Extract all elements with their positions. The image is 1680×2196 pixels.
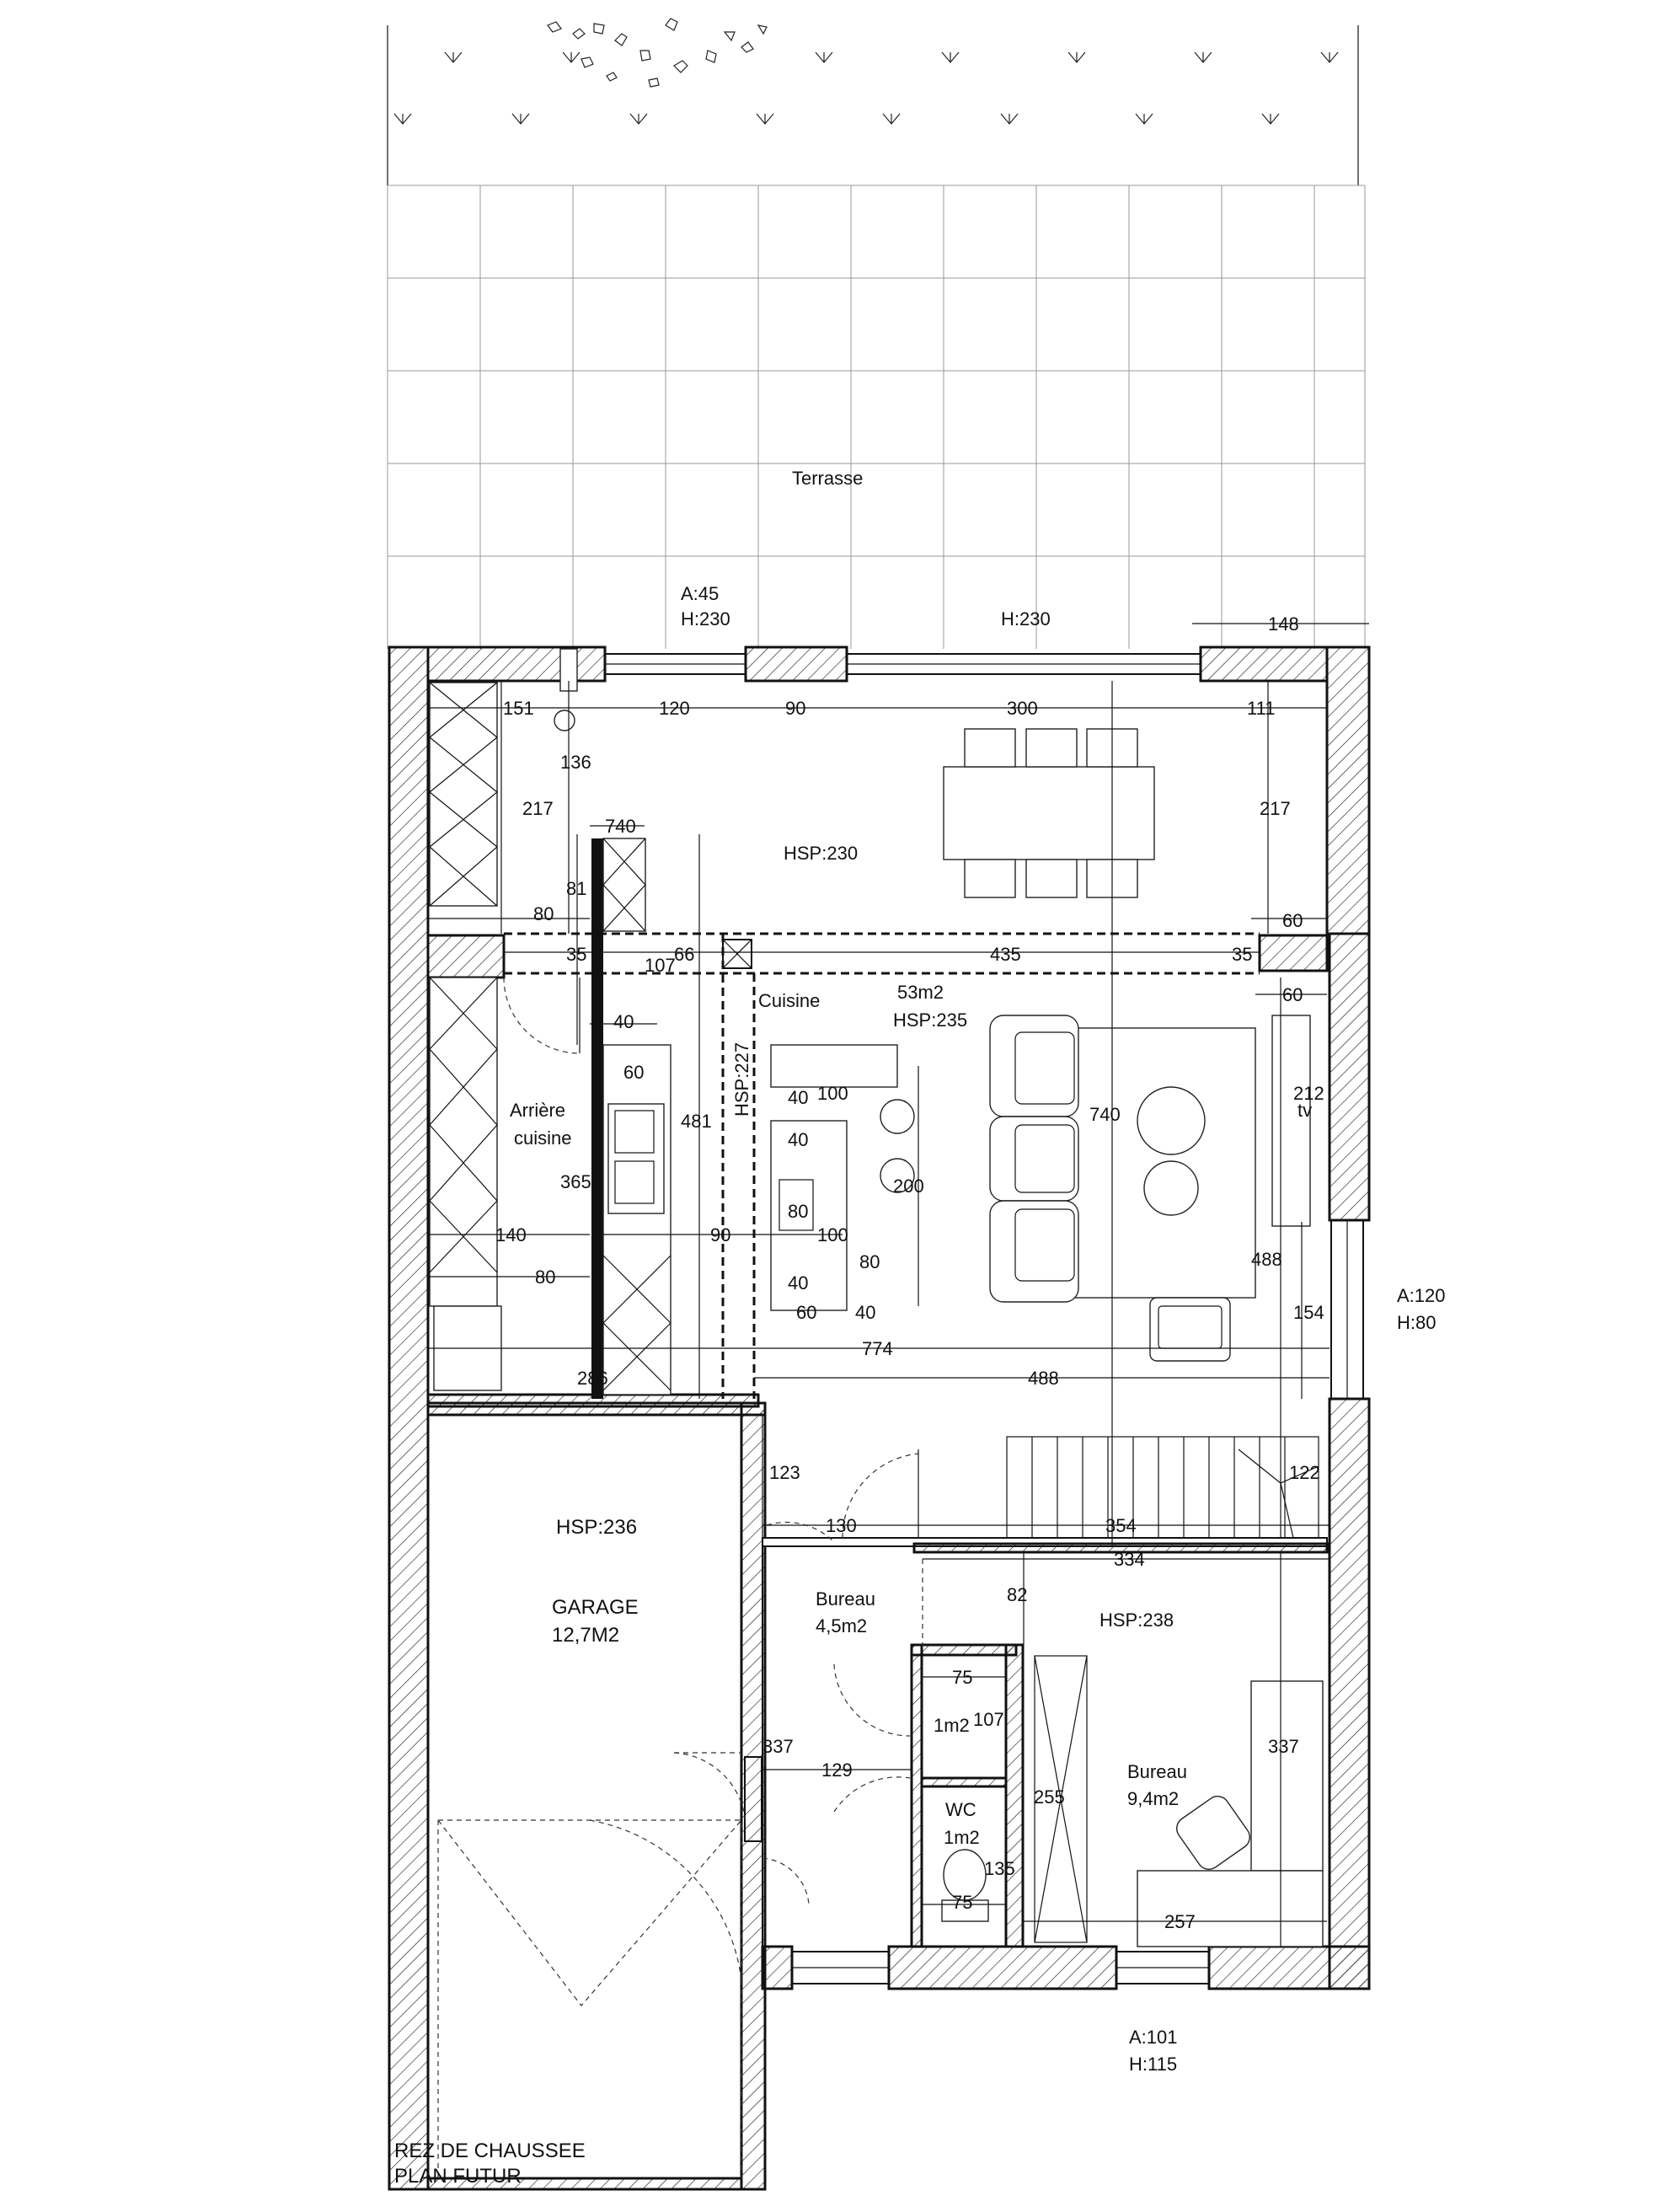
dim-label: 740 bbox=[1089, 1104, 1121, 1125]
living-hsp-label: HSP:230 bbox=[784, 843, 859, 864]
dim-label: 481 bbox=[681, 1111, 712, 1132]
stairs bbox=[1007, 1437, 1319, 1538]
wc-label: WC bbox=[945, 1799, 976, 1820]
door-swings bbox=[438, 977, 923, 2178]
dim-label: 123 bbox=[769, 1462, 800, 1483]
window-a101-label: A:101 bbox=[1129, 2027, 1178, 2048]
dim-label: 217 bbox=[522, 798, 554, 819]
tv-label: tv bbox=[1297, 1100, 1313, 1121]
dim-label: 40 bbox=[788, 1087, 809, 1108]
dim-label: 90 bbox=[785, 698, 806, 719]
dim-label: 148 bbox=[1268, 613, 1299, 635]
dim-label: 90 bbox=[710, 1224, 731, 1245]
bureau2-label: Bureau bbox=[1127, 1761, 1187, 1782]
wc-area-label: 1m2 bbox=[944, 1827, 980, 1848]
dim-label: 80 bbox=[859, 1251, 880, 1272]
dim-label: 774 bbox=[862, 1338, 893, 1359]
window-a120-label: A:120 bbox=[1397, 1285, 1446, 1306]
living-hsp2-label: HSP:235 bbox=[893, 1010, 968, 1031]
dim-label: 140 bbox=[495, 1224, 527, 1245]
garage-label: GARAGE bbox=[552, 1596, 639, 1619]
dim-label: 82 bbox=[1007, 1584, 1028, 1605]
dim-label: 488 bbox=[1028, 1368, 1059, 1389]
dim-label: 60 bbox=[1282, 984, 1303, 1005]
dim-label: 151 bbox=[503, 698, 534, 719]
dim-label: 120 bbox=[659, 698, 690, 719]
dim-label: 337 bbox=[1268, 1736, 1299, 1757]
dim-label: 80 bbox=[788, 1201, 809, 1222]
window-h230-label-a: H:230 bbox=[681, 608, 730, 629]
dim-label: 80 bbox=[533, 903, 554, 924]
dim-label: 60 bbox=[1282, 910, 1303, 931]
dim-label: 488 bbox=[1251, 1249, 1282, 1270]
dim-label: 80 bbox=[535, 1267, 556, 1288]
dim-label: 129 bbox=[821, 1759, 853, 1781]
dim-label: 75 bbox=[952, 1892, 973, 1913]
dim-label: 100 bbox=[817, 1083, 848, 1104]
dining-table bbox=[944, 729, 1154, 897]
dim-label: 286 bbox=[577, 1368, 608, 1389]
drawing-title-line1: REZ DE CHAUSSEE bbox=[394, 2140, 586, 2162]
dim-label: 35 bbox=[1232, 944, 1253, 965]
hsp-227-label: HSP:227 bbox=[731, 1042, 752, 1117]
dim-label: 35 bbox=[566, 944, 587, 965]
window-a45-label: A:45 bbox=[681, 583, 720, 604]
dim-label: 60 bbox=[796, 1302, 817, 1323]
gravel-stones bbox=[548, 19, 767, 87]
dim-label: 107 bbox=[973, 1709, 1004, 1730]
dim-label: 40 bbox=[855, 1302, 876, 1323]
kitchen-counter bbox=[603, 838, 671, 1395]
garage-hsp-label: HSP:236 bbox=[556, 1516, 638, 1539]
garage-area-label: 12,7M2 bbox=[552, 1624, 620, 1647]
dim-label: 255 bbox=[1034, 1786, 1065, 1808]
dim-label: 354 bbox=[1105, 1515, 1137, 1536]
left-cabinets bbox=[430, 683, 501, 1390]
arriere-label-1: Arrière bbox=[510, 1100, 566, 1121]
exterior-walls bbox=[389, 647, 1369, 2189]
window-h115-label: H:115 bbox=[1129, 2054, 1178, 2075]
dim-label: 365 bbox=[560, 1171, 591, 1192]
window-h230-label-b: H:230 bbox=[1001, 608, 1051, 629]
hsp-238-label: HSP:238 bbox=[1099, 1610, 1174, 1631]
terrace-tiles bbox=[388, 185, 1365, 649]
drawing-title-line2: PLAN FUTUR bbox=[394, 2165, 522, 2188]
dim-label: 337 bbox=[762, 1736, 794, 1757]
dim-label: 40 bbox=[788, 1272, 809, 1293]
dim-label: 40 bbox=[788, 1129, 809, 1150]
living-area-label: 53m2 bbox=[897, 982, 944, 1003]
dim-label: 135 bbox=[984, 1858, 1015, 1879]
bureau1-area-label: 4,5m2 bbox=[816, 1615, 868, 1636]
dim-label: 217 bbox=[1260, 798, 1291, 819]
dim-label: 75 bbox=[952, 1667, 973, 1688]
garden bbox=[388, 19, 1358, 185]
dim-label: 122 bbox=[1289, 1462, 1320, 1483]
dim-label: 60 bbox=[623, 1062, 645, 1083]
dim-label: 154 bbox=[1293, 1302, 1324, 1323]
dim-label: 212 bbox=[1293, 1083, 1324, 1104]
dim-label: 435 bbox=[990, 944, 1021, 965]
bureau2-area-label: 9,4m2 bbox=[1127, 1788, 1180, 1809]
window-h80-label: H:80 bbox=[1397, 1312, 1437, 1333]
dim-label: 66 bbox=[674, 944, 695, 965]
grass-marks bbox=[394, 52, 1338, 124]
cuisine-label: Cuisine bbox=[758, 990, 821, 1011]
terrasse-label: Terrasse bbox=[792, 468, 864, 489]
dim-label: 334 bbox=[1114, 1549, 1145, 1570]
bureau1-label: Bureau bbox=[816, 1588, 875, 1610]
dim-label: 107 bbox=[645, 955, 676, 976]
dim-label: 200 bbox=[893, 1176, 924, 1197]
dim-label: 100 bbox=[817, 1224, 848, 1245]
dim-label: 130 bbox=[826, 1515, 857, 1536]
dim-label: 111 bbox=[1247, 698, 1276, 719]
dim-label: 257 bbox=[1164, 1911, 1196, 1932]
closet-area-label: 1m2 bbox=[934, 1715, 970, 1736]
dim-label: 81 bbox=[566, 878, 587, 899]
interior-walls bbox=[428, 838, 1327, 1947]
dim-label: 40 bbox=[613, 1011, 634, 1032]
living-furniture bbox=[990, 1015, 1313, 1361]
arriere-label-2: cuisine bbox=[514, 1127, 572, 1149]
dim-label: 300 bbox=[1007, 698, 1038, 719]
dim-label: 740 bbox=[605, 816, 636, 837]
dim-label: 136 bbox=[560, 752, 591, 773]
